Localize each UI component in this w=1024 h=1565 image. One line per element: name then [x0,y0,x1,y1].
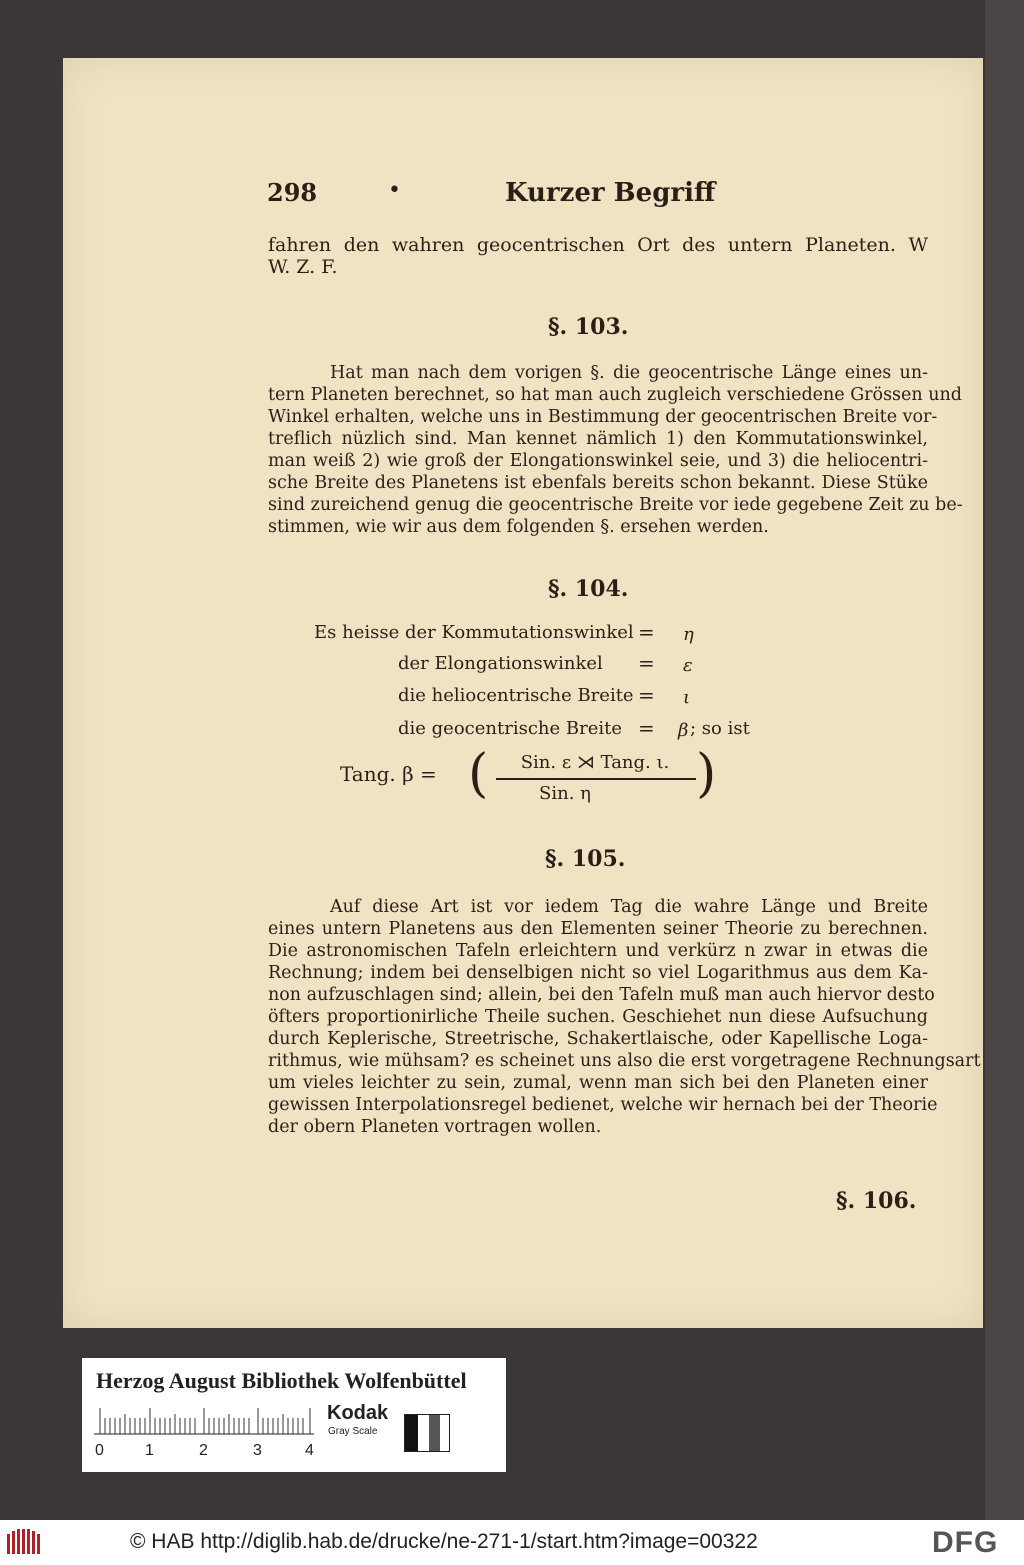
text-line: Winkel erhalten, welche uns in Bestimmung der geocentrischen Breite vor- [268,407,938,427]
text-line: non aufzuschlagen sind; allein, bei den Tafeln muß man auch hiervor desto [268,985,935,1005]
fraction-bar [496,778,696,780]
text-line: treflich nüzlich sind. Man kennet nämlich 1) den Kommutationswinkel, [268,429,928,449]
library-name: Herzog August Bibliothek Wolfenbüttel [96,1368,467,1393]
definition-label: Es heisse der Kommutationswinkel [314,622,634,643]
scale-number: 0 [95,1442,104,1459]
section-105-paragraph [268,896,981,1138]
text-line: sche Breite des Planetens ist ebenfals bereits schon bekannt. Diese Stüke [268,473,928,493]
text-line: rithmus, wie mühsam? es scheinet uns also die erst vorgetragene Rechnungsart [268,1051,981,1071]
section-103-paragraph [268,362,963,538]
text-line: Hat man nach dem vorigen §. die geocentrische Länge eines un- [330,363,928,383]
text-line: eines untern Planetens aus den Elementen seiner Theorie zu berechnen. [268,919,928,939]
text-line: man weiß 2) wie groß der Elongationswinkel seie, und 3) die heliocentri- [268,451,928,471]
formula-left-paren: ( [468,744,489,804]
scale-number: 1 [145,1442,154,1459]
text-line: fahren den wahren geocentrischen Ort des untern Planeten. W [268,234,928,256]
page-number: 298 [267,178,318,207]
section-heading-105: §. 105. [545,846,626,872]
gray-scale-label: Gray Scale [328,1426,378,1437]
scale-number: 4 [305,1442,314,1459]
header-ornament: • [388,178,401,203]
formula-numerator: Sin. ε ⋊ Tang. ι. [520,752,670,773]
formula [340,744,720,808]
text-line: Rechnung; indem bei denselbigen nicht so viel Logarithmus aus dem Ka- [268,963,928,983]
formula-lhs: Tang. β = [340,762,437,786]
definition-suffix: ; so ist [690,718,750,739]
ruler-scale [94,1404,316,1440]
viewer-footer [0,1520,1024,1565]
source-url[interactable]: © HAB http://diglib.hab.de/drucke/ne-271-1/start.htm?image=00322 [130,1530,758,1553]
text-line: W. Z. F. [268,256,338,278]
hab-logo-icon [6,1528,46,1556]
text-line: stimmen, wie wir aus dem folgenden §. ersehen werden. [268,517,769,537]
scale-number: 3 [253,1442,262,1459]
definition-equals: = [638,683,655,707]
kodak-brand: Kodak [327,1402,389,1424]
section-heading-104: §. 104. [548,576,629,602]
text-line: sind zureichend genug die geocentrische Breite vor iede gegebene Zeit zu be- [268,495,963,515]
formula-right-paren: ) [696,744,717,804]
definition-label: der Elongationswinkel [398,653,603,674]
dfg-logo: DFG [932,1526,999,1559]
gray-patch [404,1414,450,1452]
definition-equals: = [638,651,655,675]
definition-symbol: ε [683,655,693,676]
definition-equals: = [638,620,655,644]
definition-label: die heliocentrische Breite [398,685,634,706]
calibration-card [82,1358,506,1472]
section-heading-103: §. 103. [548,314,629,340]
text-line: um vieles leichter zu sein, zumal, wenn man sich bei den Planeten einer [268,1073,928,1093]
running-title: Kurzer Begriff [505,178,716,208]
text-line: der obern Planeten vortragen wollen. [268,1117,602,1137]
text-line: durch Keplerische, Streetrische, Schakertlaische, oder Kapellische Loga- [268,1029,928,1049]
text-line: Die astronomischen Tafeln erleichtern und verkürz n zwar in etwas die [268,941,928,961]
scale-number: 2 [199,1442,208,1459]
definition-symbol: ι [683,687,691,708]
next-page-edge [985,0,1024,1520]
text-line: gewissen Interpolationsregel bedienet, welche wir hernach bei der Theorie [268,1095,938,1115]
definition-equals: = [638,716,655,740]
text-line: öfters proportionirliche Theile suchen. Geschiehet nun diese Aufsuchung [268,1007,928,1027]
intro-paragraph [268,234,928,278]
definition-symbol: η [683,624,694,645]
text-line: Auf diese Art ist vor iedem Tag die wahre Länge und Breite [330,897,928,917]
definition-label: die geocentrische Breite [398,718,622,739]
formula-denominator: Sin. η [539,783,591,804]
text-line: tern Planeten berechnet, so hat man auch zugleich verschiedene Grössen und [268,385,962,405]
catchword: §. 106. [836,1188,917,1214]
definition-symbol: β [678,720,689,741]
